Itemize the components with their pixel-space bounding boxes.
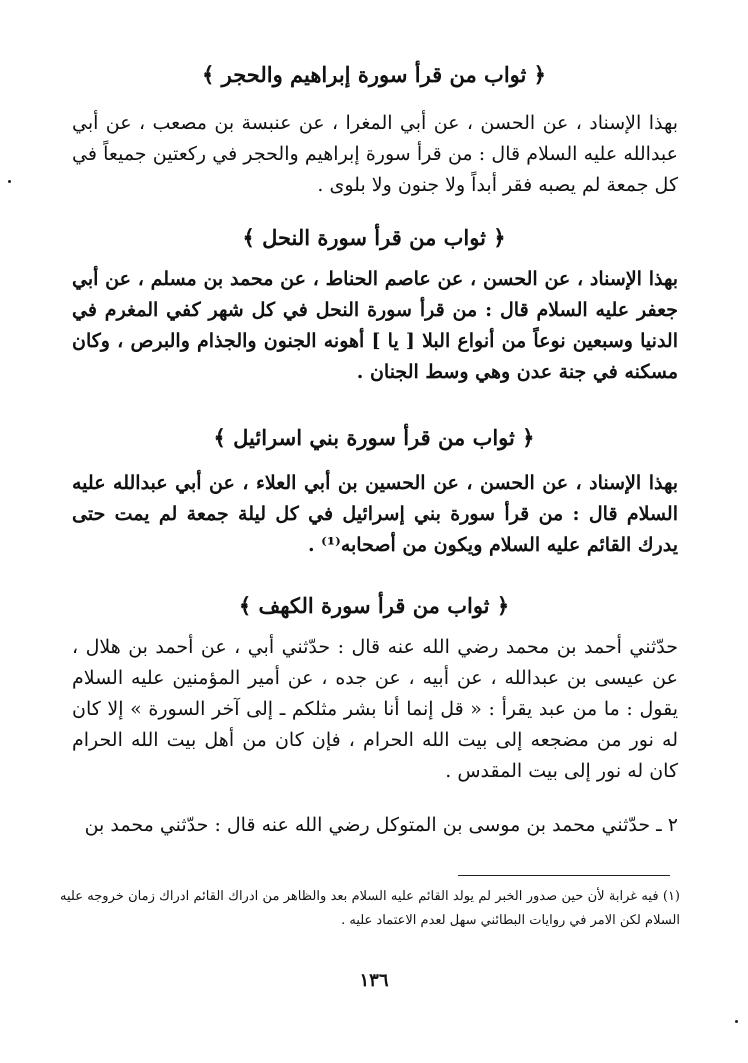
section-heading-bani-israil: ﴿ ثواب من قرأ سورة بني اسرائيل ﴾ — [213, 425, 535, 450]
section-body-bani-israil: بهذا الإسناد ، عن الحسن ، عن الحسين بن أبي العلاء ، عن أبي عبدالله عليه السلام قال : من قرأ سورة بني إسرائيل في كل ليلة جمعة لم يمت حتى يدرك القائم عليه السلام ويكون من أصحابه⁽¹⁾ . — [72, 472, 678, 556]
section-heading-ibrahim-hijr: ﴿ ثواب من قرأ سورة إبراهيم والحجر ﴾ — [202, 62, 546, 87]
section-body-kahf: حدّثني أحمد بن محمد رضي الله عنه قال : حدّثني أبي ، عن أحمد بن هلال ، عن عيسى بن عبدالله ، عن أبيه ، عن جده ، عن أمير المؤمنين عليه السلام يقول : ما من عبد يقرأ : « قل إنما أنا بشر مثلكم ـ إلى آخر السورة » إلا كان له نور من مضجعه إلى بيت الله الحرام ، فإن كان من أهل بيت الله الحرام كان له نور إلى بيت المقدس . — [72, 636, 678, 782]
scan-speck — [8, 180, 11, 183]
footnote-divider — [458, 875, 670, 876]
section-body-nahl: بهذا الإسناد ، عن الحسن ، عن عاصم الحناط ، عن محمد بن مسلم ، عن أبي جعفر عليه السلام قال : من قرأ سورة النحل في كل شهر كفي المغرم في الدنيا وسبعين نوعاً من أنواع البلا [ يا ] أهونه الجنون والجذام والبرص ، وكان مسكنه في جنة عدن وهي وسط الجنان . — [72, 268, 678, 383]
scan-speck — [735, 1020, 738, 1023]
section-heading-nahl: ﴿ ثواب من قرأ سورة النحل ﴾ — [242, 225, 506, 250]
page-number: ١٣٦ — [359, 970, 389, 991]
hadith-2-start: ٢ ـ حدّثني محمد بن موسى بن المتوكل رضي الله عنه قال : حدّثني محمد بن — [84, 814, 678, 836]
section-heading-kahf: ﴿ ثواب من قرأ سورة الكهف ﴾ — [238, 593, 510, 618]
footnote: (١) فيه غرابة لأن حين صدور الخبر لم يولد القائم عليه السلام بعد والظاهر من ادراك القائم ادراك زمان خروجه عليه السلام لكن الامر في روايات البطائني سهل لعدم الاعتماد عليه . — [60, 889, 680, 928]
section-body-ibrahim-hijr: بهذا الإسناد ، عن الحسن ، عن أبي المغرا ، عن عنبسة بن مصعب ، عن أبي عبدالله عليه السلام قال : من قرأ سورة إبراهيم والحجر في ركعتين جميعاً في كل جمعة لم يصبه فقر أبداً ولا جنون ولا بلوى . — [72, 112, 678, 196]
